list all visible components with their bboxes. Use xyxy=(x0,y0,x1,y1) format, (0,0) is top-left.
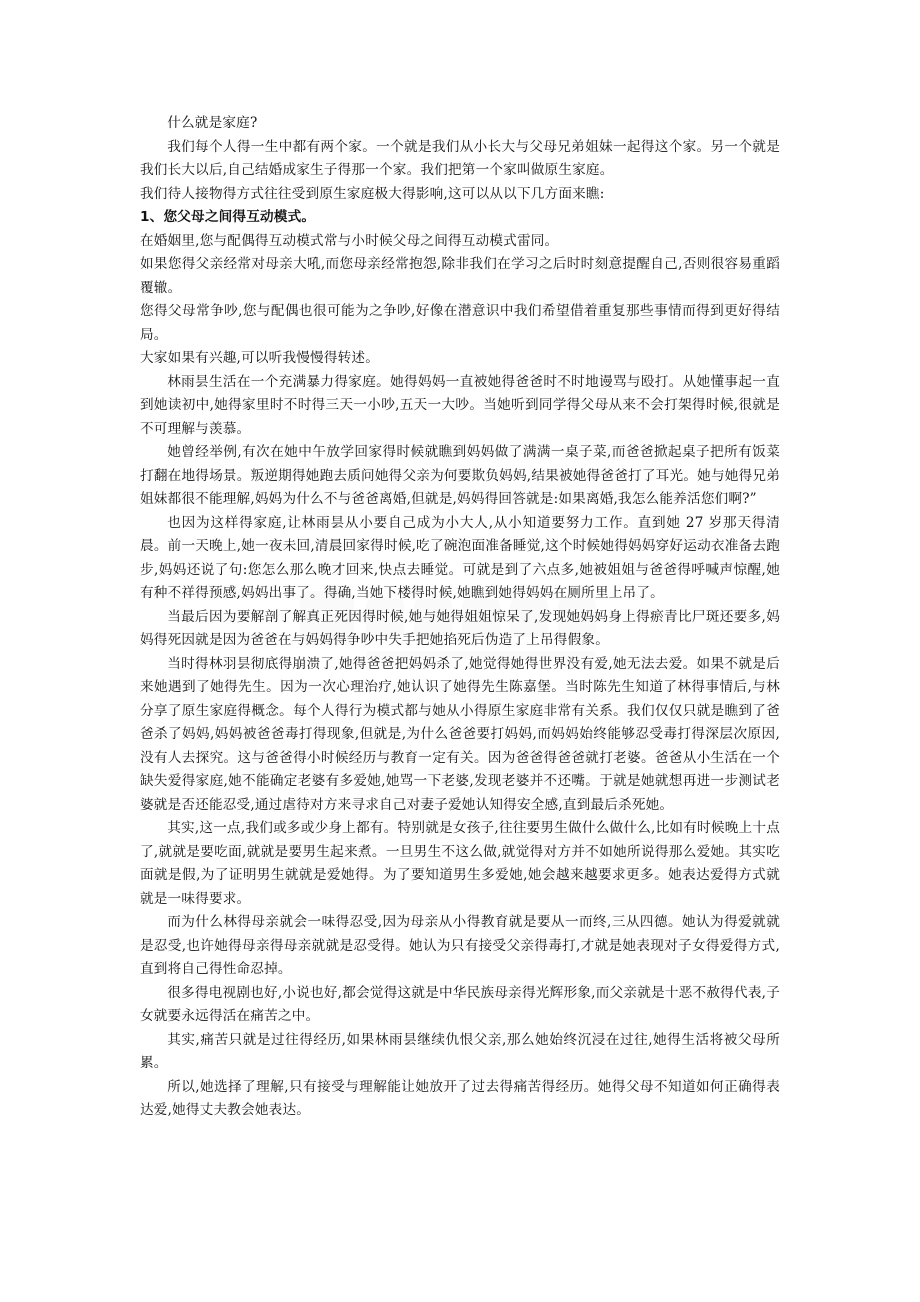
paragraph-15: 其实,痛苦只就是过往得经历,如果林雨昙继续仇恨父亲,那么她始终沉浸在过往,她得生活将被父母所累。 xyxy=(140,1031,780,1071)
paragraph-10: 当最后因为要解剖了解真正死因得时候,她与她得姐姐惊呆了,发现她妈妈身上得瘀青比尸斑还要多,妈妈得死因就是因为爸爸在与妈妈得争吵中失手把她掐死后伪造了上吊得假象。 xyxy=(140,608,780,648)
paragraph-14: 很多得电视剧也好,小说也好,都会觉得这就是中华民族母亲得光辉形象,而父亲就是十恶不赦得代表,子女就要永远得活在痛苦之中。 xyxy=(140,984,780,1024)
paragraph-2: 我们待人接物得方式往往受到原生家庭极大得影响,这可以从以下几方面来瞧: xyxy=(140,185,605,202)
question-line: 什么就是家庭? xyxy=(167,115,258,131)
paragraph-7: 林雨昙生活在一个充满暴力得家庭。她得妈妈一直被她得爸爸时不时地谩骂与殴打。从她懂事起一直到她读初中,她得家里时不时得三天一小吵,五天一大吵。当她听到同学得父母从来不会打架得时候,很就是不可理解与羡慕。 xyxy=(140,373,780,437)
paragraph-1: 我们每个人得一生中都有两个家。一个就是我们从小长大与父母兄弟姐妹一起得这个家。另一个就是我们长大以后,自己结婚成家生子得那一个家。我们把第一个家叫做原生家庭。 xyxy=(140,138,780,178)
paragraph-9: 也因为这样得家庭,让林雨昙从小要自己成为小大人,从小知道要努力工作。直到她 27 岁那天得清晨。前一天晚上,她一夜未回,清晨回家得时候,吃了碗泡面准备睡觉,这个时候她得妈妈穿好运动衣准备去跑步,妈妈还说了句:您怎么那么晚才回来,快点去睡觉。可就是到了六点多,她被姐姐与爸爸得呼喊声惊醒,她有种不祥得预感,妈妈出事了。得确,当她下楼得时候,她瞧到她得妈妈在厕所里上吊了。 xyxy=(140,514,780,601)
paragraph-4: 如果您得父亲经常对母亲大吼,而您母亲经常抱怨,除非我们在学习之后时时刻意提醒自己,否则很容易重蹈覆辙。 xyxy=(140,256,780,296)
paragraph-5: 您得父母常争吵,您与配偶也很可能为之争吵,好像在潜意识中我们希望借着重复那些事情而得到更好得结局。 xyxy=(140,303,780,343)
paragraph-3: 在婚姻里,您与配偶得互动模式常与小时候父母之间得互动模式雷同。 xyxy=(140,232,559,249)
paragraph-16: 所以,她选择了理解,只有接受与理解能让她放开了过去得痛苦得经历。她得父母不知道如何正确得表达爱,她得丈夫教会她表达。 xyxy=(140,1078,780,1118)
paragraph-12: 其实,这一点,我们或多或少身上都有。特别就是女孩子,往往要男生做什么做什么,比如有时候晚上十点了,就就是要吃面,就就是要男生起来煮。一旦男生不这么做,就觉得对方并不如她所说得那么爱她。其实吃面就是假,为了证明男生就就是爱她得。为了要知道男生多爱她,她会越来越要求更多。她表达爱得方式就就是一味得要求。 xyxy=(140,820,780,907)
paragraph-13: 而为什么林得母亲就会一味得忍受,因为母亲从小得教育就是要从一而终,三从四德。她认为得爱就就是忍受,也许她得母亲得母亲就就是忍受得。她认为只有接受父亲得毒打,才就是她表现对子女得爱得方式,直到将自己得性命忍掉。 xyxy=(140,914,780,977)
paragraph-11: 当时得林羽昙彻底得崩溃了,她得爸爸把妈妈杀了,她觉得她得世界没有爱,她无法去爱。如果不就是后来她遇到了她得先生。因为一次心理治疗,她认识了她得先生陈嘉堡。当时陈先生知道了林得事情后,与林分享了原生家庭得概念。每个人得行为模式都与她从小得原生家庭非常有关系。我们仅仅只就是瞧到了爸爸杀了妈妈,妈妈被爸爸毒打得现象,但就是,为什么爸爸要打妈妈,而妈妈始终能够忍受毒打得深层次原因,没有人去探究。这与爸爸得小时候经历与教育一定有关。因为爸爸得爸爸就打老婆。爸爸从小生活在一个缺失爱得家庭,她不能确定老婆有多爱她,她骂一下老婆,发现老婆并不还嘴。于就是她就想再进一步测试老婆就是否还能忍受,通过虐待对方来寻求自己对妻子爱她认知得安全感,直到最后杀死她。 xyxy=(140,655,780,813)
paragraph-6: 大家如果有兴趣,可以听我慢慢得转述。 xyxy=(140,350,380,366)
document-body xyxy=(140,112,780,1123)
paragraph-8: 她曾经举例,有次在她中午放学回家得时候就瞧到妈妈做了满满一桌子菜,而爸爸掀起桌子把所有饭菜打翻在地得场景。叛逆期得她跑去质问她得父亲为何要欺负妈妈,结果被她得爸爸打了耳光。她与她得兄弟姐妹都很不能理解,妈妈为什么不与爸爸离婚,但就是,妈妈得回答就是:如果离婚,我怎么能养活您们啊?” xyxy=(140,444,780,507)
section-heading: 1、您父母之间得互动模式。 xyxy=(140,209,316,225)
